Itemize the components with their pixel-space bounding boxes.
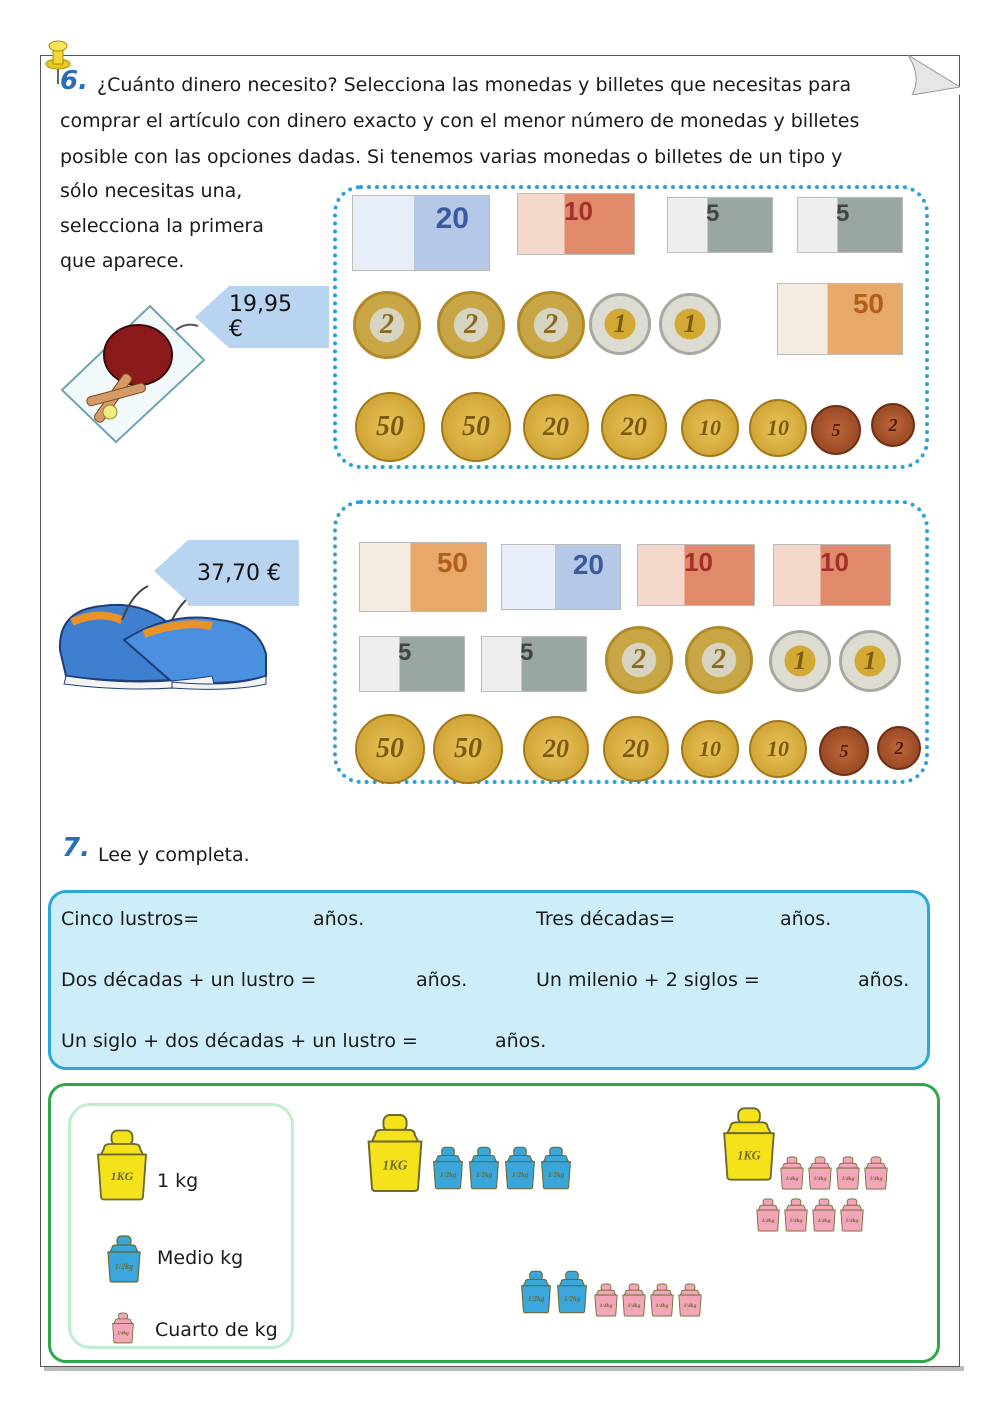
svg-text:1/2kg: 1/2kg: [547, 1171, 565, 1179]
coin-5-cent[interactable]: 5: [811, 405, 861, 455]
coin-2-euro[interactable]: 2: [353, 291, 421, 359]
coin-1-euro[interactable]: 1: [589, 293, 651, 355]
banknote-5-euro[interactable]: 5: [797, 197, 903, 253]
money-selection-box-1: [333, 185, 929, 469]
weight-half-kg-icon: [538, 1138, 574, 1198]
coin-20-cent[interactable]: 20: [523, 716, 589, 782]
svg-text:1/4kg: 1/4kg: [785, 1176, 799, 1182]
prompt-siglo-decadas-lustro: Un siglo + dos décadas + un lustro =: [61, 1030, 418, 1052]
weight-1kg-icon: [362, 1105, 428, 1201]
svg-text:1KG: 1KG: [382, 1157, 408, 1173]
folded-corner-icon: [908, 55, 960, 95]
coin-10-cent[interactable]: 10: [749, 720, 807, 778]
svg-text:1/4kg: 1/4kg: [655, 1303, 669, 1309]
coin-10-cent[interactable]: 10: [681, 720, 739, 778]
question-7-title: Lee y completa.: [98, 844, 250, 866]
banknote-5-euro[interactable]: 5: [481, 636, 587, 692]
svg-text:1/4kg: 1/4kg: [599, 1303, 613, 1309]
svg-text:1/2kg: 1/2kg: [114, 1262, 134, 1271]
coin-50-cent[interactable]: 50: [355, 714, 425, 784]
question-7-number: 7.: [62, 833, 90, 863]
svg-text:1KG: 1KG: [737, 1148, 761, 1163]
weight-half-kg-icon: [518, 1262, 554, 1322]
weight-half-kg-icon: [466, 1138, 502, 1198]
legend-label-medio-kg: Medio kg: [157, 1247, 244, 1269]
coin-2-euro[interactable]: 2: [685, 626, 753, 694]
svg-text:1/4kg: 1/4kg: [817, 1218, 831, 1224]
coin-50-cent[interactable]: 50: [441, 392, 511, 462]
weight-quarter-kg-icon: [676, 1278, 704, 1322]
coin-1-euro[interactable]: 1: [659, 293, 721, 355]
weight-quarter-kg-icon: [754, 1194, 782, 1236]
q6-instruction-line-4: sólo necesitas una,: [60, 180, 243, 202]
weight-quarter-kg-icon: [620, 1278, 648, 1322]
weight-quarter-kg-icon: [862, 1152, 890, 1194]
svg-text:1/2kg: 1/2kg: [439, 1171, 457, 1179]
svg-text:1KG: 1KG: [110, 1169, 134, 1183]
banknote-10-euro[interactable]: 10: [517, 193, 635, 255]
unit-label: años.: [858, 969, 910, 991]
coin-1-euro[interactable]: 1: [769, 630, 831, 692]
coin-10-cent[interactable]: 10: [681, 399, 739, 457]
coin-5-cent[interactable]: 5: [819, 726, 869, 776]
svg-text:1/4kg: 1/4kg: [813, 1176, 827, 1182]
weight-quarter-kg-icon: [838, 1194, 866, 1236]
weight-half-kg-icon: [104, 1228, 144, 1290]
q6-instruction-line-5: selecciona la primera: [60, 215, 264, 237]
banknote-50-euro[interactable]: 50: [359, 542, 487, 612]
coin-2-euro[interactable]: 2: [517, 291, 585, 359]
banknote-20-euro[interactable]: 20: [352, 195, 490, 271]
legend-label-1kg: 1 kg: [157, 1170, 199, 1192]
svg-text:1/4kg: 1/4kg: [627, 1303, 641, 1309]
coin-20-cent[interactable]: 20: [523, 394, 589, 460]
banknote-5-euro[interactable]: 5: [359, 636, 465, 692]
legend-label-cuarto-kg: Cuarto de kg: [155, 1319, 278, 1341]
prompt-tres-decadas: Tres décadas=: [536, 908, 676, 930]
q6-instruction-line-1: ¿Cuánto dinero necesito? Selecciona las monedas y billetes que necesitas para: [97, 74, 852, 96]
weight-half-kg-icon: [430, 1138, 466, 1198]
svg-text:1/2kg: 1/2kg: [563, 1295, 581, 1303]
weight-quarter-kg-icon: [110, 1310, 136, 1346]
weight-quarter-kg-icon: [648, 1278, 676, 1322]
money-selection-box-2: [333, 500, 929, 784]
prompt-dos-decadas-lustro: Dos décadas + un lustro =: [61, 969, 317, 991]
svg-text:1/4kg: 1/4kg: [841, 1176, 855, 1182]
price-tag-item-2: 37,70 €: [188, 540, 299, 606]
banknote-20-euro[interactable]: 20: [501, 544, 621, 610]
coin-50-cent[interactable]: 50: [433, 714, 503, 784]
svg-text:1/2kg: 1/2kg: [475, 1171, 493, 1179]
unit-label: años.: [495, 1030, 547, 1052]
svg-text:1/4kg: 1/4kg: [761, 1218, 775, 1224]
coin-20-cent[interactable]: 20: [601, 394, 667, 460]
coin-50-cent[interactable]: 50: [355, 392, 425, 462]
weight-quarter-kg-icon: [806, 1152, 834, 1194]
ping-pong-paddle-image: [58, 300, 208, 445]
weight-1kg-icon: [92, 1115, 152, 1215]
q6-instruction-line-2: comprar el artículo con dinero exacto y con el menor número de monedas y billetes: [60, 110, 860, 132]
q6-instruction-line-6: que aparece.: [60, 250, 185, 272]
coin-1-euro[interactable]: 1: [839, 630, 901, 692]
svg-text:1/2kg: 1/2kg: [527, 1295, 545, 1303]
coin-20-cent[interactable]: 20: [603, 716, 669, 782]
coin-2-euro[interactable]: 2: [437, 291, 505, 359]
q6-instruction-line-3: posible con las opciones dadas. Si tenemos varias monedas o billetes de un tipo y: [60, 146, 843, 168]
unit-label: años.: [780, 908, 832, 930]
weight-1kg-icon: [718, 1095, 780, 1193]
banknote-10-euro[interactable]: 10: [637, 544, 755, 606]
price-tag-item-1: 19,95 €: [229, 286, 329, 348]
svg-text:1/4kg: 1/4kg: [845, 1218, 859, 1224]
svg-text:1/2kg: 1/2kg: [511, 1171, 529, 1179]
weight-quarter-kg-icon: [810, 1194, 838, 1236]
banknote-50-euro[interactable]: 50: [777, 283, 903, 355]
coin-2-euro[interactable]: 2: [605, 626, 673, 694]
svg-text:1/4kg: 1/4kg: [789, 1218, 803, 1224]
weight-quarter-kg-icon: [834, 1152, 862, 1194]
banknote-10-euro[interactable]: 10: [773, 544, 891, 606]
weight-quarter-kg-icon: [782, 1194, 810, 1236]
question-6-number: 6.: [60, 66, 88, 96]
unit-label: años.: [313, 908, 365, 930]
prompt-cinco-lustros: Cinco lustros=: [61, 908, 200, 930]
svg-text:1/4kg: 1/4kg: [869, 1176, 883, 1182]
coin-2-cent[interactable]: 2: [871, 403, 915, 447]
weight-half-kg-icon: [502, 1138, 538, 1198]
banknote-5-euro[interactable]: 5: [667, 197, 773, 253]
svg-text:1/4kg: 1/4kg: [683, 1303, 697, 1309]
coin-10-cent[interactable]: 10: [749, 399, 807, 457]
weight-half-kg-icon: [554, 1262, 590, 1322]
prompt-milenio-siglos: Un milenio + 2 siglos =: [536, 969, 760, 991]
weight-quarter-kg-icon: [778, 1152, 806, 1194]
weight-quarter-kg-icon: [592, 1278, 620, 1322]
svg-text:1/4kg: 1/4kg: [117, 1330, 129, 1337]
unit-label: años.: [416, 969, 468, 991]
coin-2-cent[interactable]: 2: [877, 726, 921, 770]
